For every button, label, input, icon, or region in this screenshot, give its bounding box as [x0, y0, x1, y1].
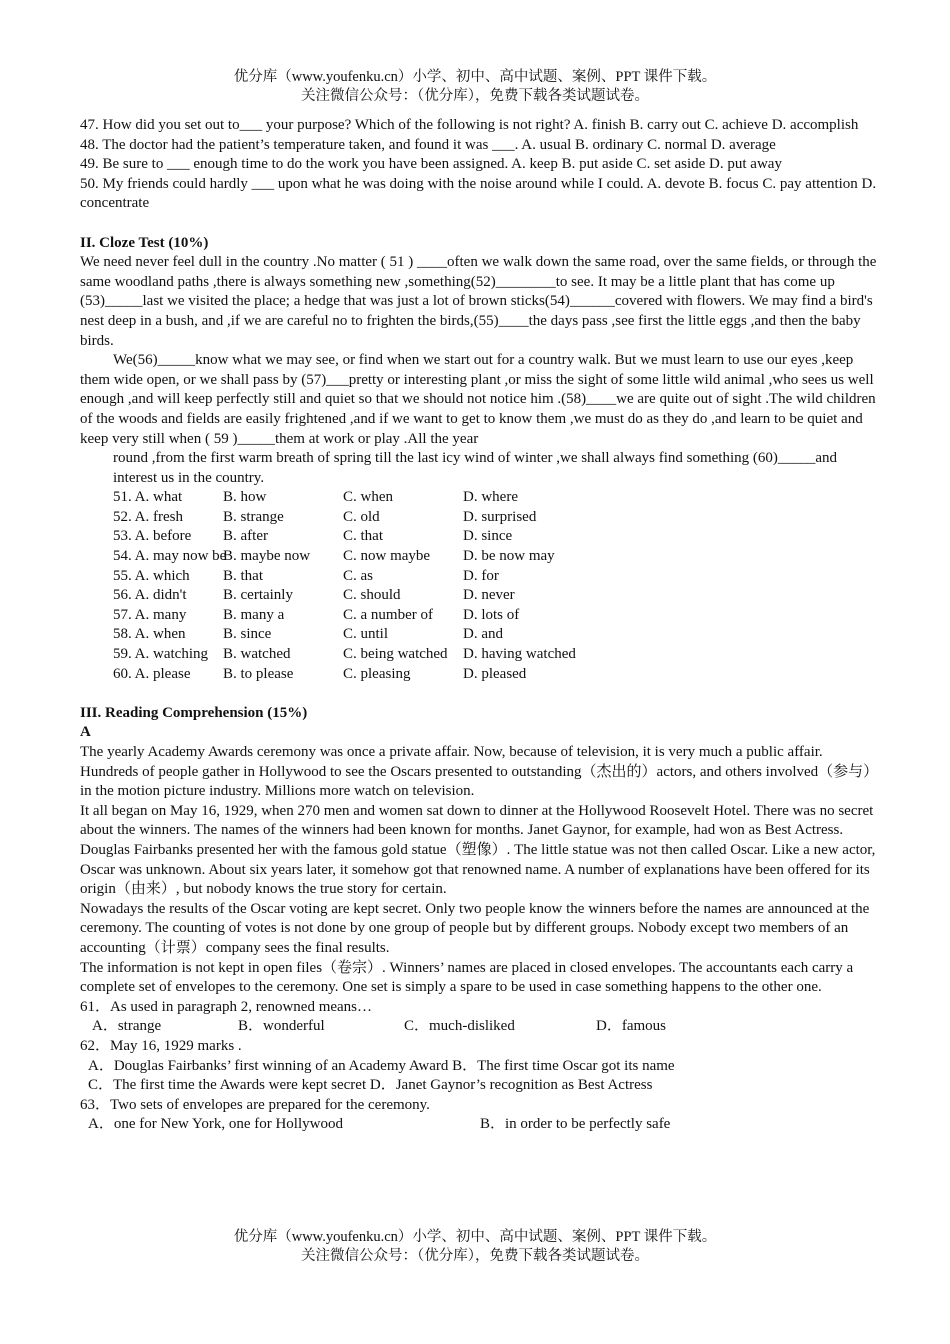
cloze-section-title: II. Cloze Test (10%): [80, 234, 209, 251]
cloze-option-row-54: 54. A. may now be B. maybe now C. now maybe D. be now may: [113, 548, 555, 565]
cloze-option-row-52: 52. A. fresh B. strange C. old D. surprised: [113, 508, 537, 525]
cloze-option-row-51: 51. A. what B. how C. when D. where: [113, 489, 518, 506]
option-b: B．wonderful: [238, 1018, 325, 1035]
cloze-option-row-60: 60. A. please B. to please C. pleasing D. pleased: [113, 665, 527, 682]
cloze-option-row-53: 53. A. before B. after C. that D. since: [113, 528, 513, 545]
option-a: A．strange: [92, 1018, 162, 1035]
vocab-question-49: 49. Be sure to ___ enough time to do the work you have been assigned. A. keep B. put aside C. set aside D. put away: [80, 156, 782, 173]
cloze-paragraph-2: We(56)_____know what we may see, or find when we start out for a country walk. But we must learn to use our eyes ,keep them wide open, or we shall pass by (57)___pretty or interesting plant ,or miss the sight of some little wild animal ,who sees us well enough ,and will keep perfectly still and quiet so that we should not notice him .(58)____we are quite out of sight .The wild children of the woods and fields are easily frightened ,and if we want to get to know them ,we must do as they do ,and learn to be quiet and keep very still when ( 59 )_____them at work or play .All the year: [80, 352, 876, 447]
cloze-options: [80, 488, 880, 684]
question-63-stem: 63．Two sets of envelopes are prepared for the ceremony.: [80, 1096, 430, 1113]
footer-line-1: 优分库（www.youfenku.cn）小学、初中、高中试题、案例、PPT 课件下载。: [233, 1229, 717, 1245]
document-body: [80, 116, 880, 1135]
reading-paragraph-1: The yearly Academy Awards ceremony was once a private affair. Now, because of television, it is very much a public affair. Hundreds of people gather in Hollywood to see the Oscars presented to outstanding（杰出的）actors, and others involved（参与）in the motion picture industry. Millions more watch on television.: [80, 744, 879, 800]
question-62-stem: 62．May 16, 1929 marks .: [80, 1037, 242, 1054]
page-footer: [0, 1228, 950, 1266]
page-header: [0, 68, 950, 106]
header-line-2: 关注微信公众号：（优分库），免费下载各类试题试卷。: [301, 88, 649, 104]
vocab-question-48: 48. The doctor had the patient’s temperature taken, and found it was ___. A. usual B. ordinary C. normal D. average: [80, 136, 776, 153]
reading-paragraph-4: The information is not kept in open files（卷宗）. Winners’ names are placed in closed envelopes. The accountants each carry a complete set of envelopes to the ceremony. One set is simply a spare to be used in case something happens to the other one.: [80, 959, 854, 996]
reading-paragraph-3: Nowadays the results of the Oscar voting are kept secret. Only two people know the winners before the names are announced at the ceremony. The counting of votes is not done by one group of people but by different groups. Nobody except two members of an accounting（计票）company sees the final results.: [80, 900, 870, 956]
question-61-stem: 61．As used in paragraph 2, renowned means…: [80, 998, 373, 1015]
cloze-option-row-55: 55. A. which B. that C. as D. for: [113, 567, 499, 584]
option-a: A．one for New York, one for Hollywood: [88, 1116, 343, 1133]
cloze-option-row-58: 58. A. when B. since C. until D. and: [113, 626, 503, 643]
option-c: C．much-disliked: [404, 1018, 515, 1035]
cloze-option-row-59: 59. A. watching B. watched C. being watched D. having watched: [113, 646, 576, 663]
cloze-option-row-56: 56. A. didn't B. certainly C. should D. never: [113, 587, 515, 604]
vocab-question-47: 47. How did you set out to___ your purpose? Which of the following is not right? A. finish B. carry out C. achieve D. accomplish: [80, 117, 859, 133]
cloze-paragraph-1: We need never feel dull in the country .No matter ( 51 ) ____often we walk down the same road, over the same fields, or through the same woodland paths ,there is always something new ,something(52)________to see. It may be a little plant that has come up (53)_____last we visited the place; a hedge that was just a lot of brown sticks(54)______covered with flowers. We may find a bird's nest deep in a bush, and ,if we are careful no to frighten the birds,(55)____the days pass ,see first the little eggs ,and then the baby birds.: [80, 254, 877, 349]
header-line-1: 优分库（www.youfenku.cn）小学、初中、高中试题、案例、PPT 课件下载。: [233, 69, 717, 85]
option-b: B．in order to be perfectly safe: [480, 1116, 671, 1133]
reading-part-label: A: [80, 724, 91, 741]
question-63-options: [80, 1115, 880, 1135]
cloze-paragraph-3: round ,from the first warm breath of spring till the last icy wind of winter ,we shall always find something (60)_____and interest us in the country.: [113, 450, 838, 486]
footer-line-2: 关注微信公众号：（优分库），免费下载各类试题试卷。: [301, 1248, 649, 1264]
question-62-options-line-2: C．The first time the Awards were kept secret D．Janet Gaynor’s recognition as Best Actress: [88, 1077, 653, 1094]
question-62-options-line-1: A．Douglas Fairbanks’ first winning of an Academy Award B．The first time Oscar got its name: [88, 1057, 675, 1074]
reading-section-title: III. Reading Comprehension (15%): [80, 704, 308, 721]
question-61-options: [80, 1017, 880, 1037]
cloze-option-row-57: 57. A. many B. many a C. a number of D. lots of: [113, 606, 520, 623]
vocab-question-50: 50. My friends could hardly ___ upon what he was doing with the noise around while I could. A. devote B. focus C. pay attention D. concentrate: [80, 175, 877, 212]
reading-paragraph-2: It all began on May 16, 1929, when 270 men and women sat down to dinner at the Hollywood Roosevelt Hotel. There was no secret about the winners. The names of the winners had been known for months. Janet Gaynor, for example, had won as Best Actress. Douglas Fairbanks presented her with the famous gold statue（塑像）. The little statue was not then called Oscar. Like a new actor, Oscar was unknown. About six years later, it somehow got that renowned name. A number of explanations have been offered for its origin（由来）, but nobody knows the true story for certain.: [80, 802, 876, 898]
option-d: D．famous: [596, 1018, 666, 1035]
